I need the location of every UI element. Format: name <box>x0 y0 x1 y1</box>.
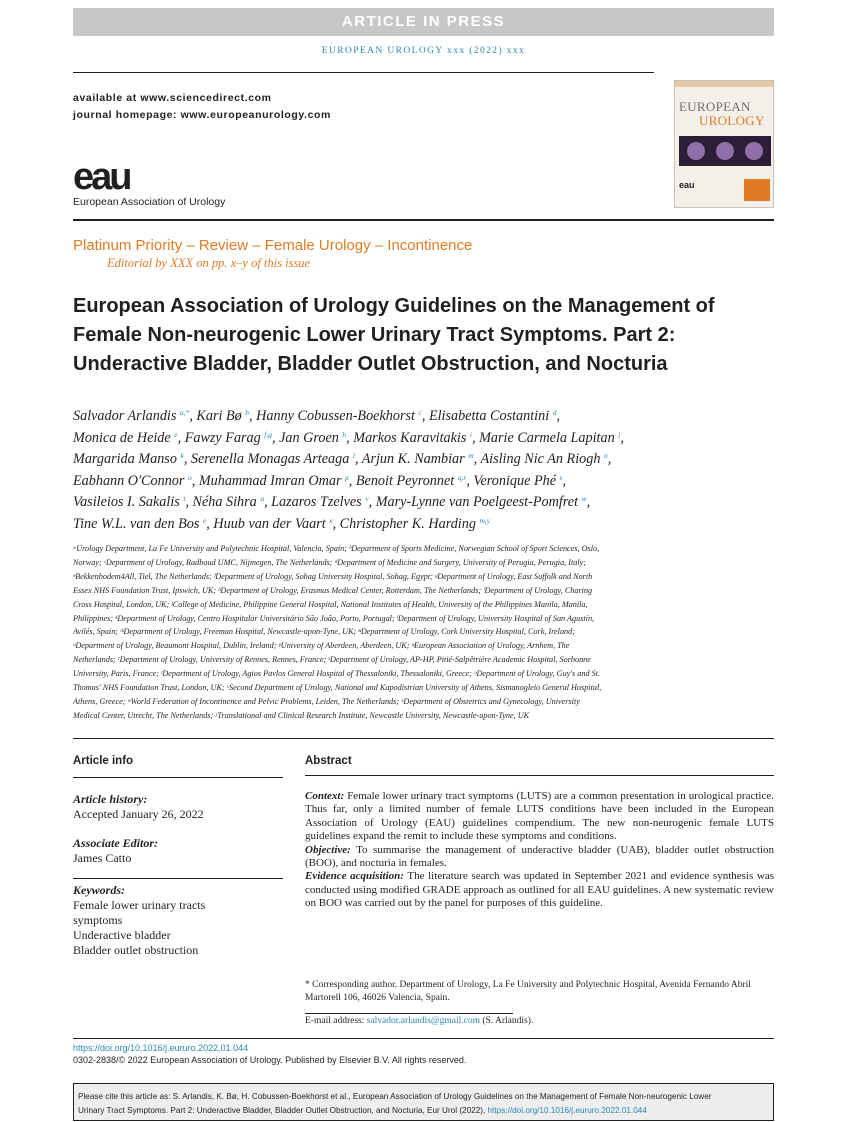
associate-editor-label: Associate Editor: <box>73 836 159 850</box>
affiliation-line: University, Paris, France; ᵗDepartment of Urology, Agios Pavlos General Hospital of Thessaloniki, Thessaloniki, Greece; ᵘDepartment of Urology, Guy's and St. <box>73 669 601 679</box>
author-affiliation-marker[interactable]: f,g <box>264 429 273 439</box>
author-affiliation-marker[interactable]: i <box>469 429 473 439</box>
author-line <box>73 471 778 493</box>
author-name: , <box>586 494 591 511</box>
affiliation-line: ᵒDepartment of Urology, Beaumont Hospital, Dublin, Ireland; ᵖUniversity of Aberdeen, Aberdeen, UK; ᵠEuropean Association of Urology, Arnhem, The <box>73 641 570 651</box>
article-history-value: Accepted January 26, 2022 <box>73 807 204 821</box>
keywords-rule <box>73 878 283 879</box>
author-affiliation-marker[interactable]: x <box>329 515 333 525</box>
author-name: Margarida Manso <box>73 451 181 468</box>
author-name: Salvador Arlandis <box>73 408 180 424</box>
eau-logo-name: European Association of Urology <box>73 196 226 208</box>
author-name: , <box>556 408 560 424</box>
author-name: , Markos Karavitakis <box>346 429 470 446</box>
author-affiliation-marker[interactable]: k <box>180 451 184 461</box>
title-line: Female Non-neurogenic Lower Urinary Tract Symptoms. Part 2: <box>73 324 676 346</box>
cover-image <box>679 136 771 166</box>
affiliation-line: Philippines; ᵏDepartment of Urology, Centro Hospitalar Universitário São João, Porto, Portugal; ˡDepartment of Urology, University Hospital of San Agustín, <box>73 613 595 623</box>
author-name: , Aisling Nic An Riogh <box>473 451 604 468</box>
cover-stripe <box>675 81 773 87</box>
author-name: Vasileios I. Sakalis <box>73 494 184 511</box>
author-line <box>73 492 778 514</box>
citation-box <box>73 1083 774 1121</box>
affiliations <box>73 542 774 723</box>
abstract-evidence <box>305 870 774 910</box>
author-name: Monica de Heide <box>73 429 175 446</box>
author-name: , Lazaros Tzelves <box>264 494 366 511</box>
journal-homepage-line[interactable]: journal homepage: www.europeanurology.com <box>73 109 331 121</box>
cover-impact-badge <box>744 179 770 201</box>
article-title <box>73 292 778 379</box>
author-name: , Arjun K. Nambiar <box>354 451 469 468</box>
abstract-objective-label: Objective: <box>305 843 351 856</box>
keyword-item: Bladder outlet obstruction <box>73 943 199 957</box>
author-name: , <box>620 429 624 446</box>
author-affiliation-marker[interactable]: o <box>187 472 192 482</box>
journal-running-head: EUROPEAN UROLOGY xxx (2022) xxx <box>321 46 526 56</box>
abstract-body <box>305 790 774 911</box>
author-affiliation-marker[interactable]: l <box>352 451 355 461</box>
author-name: , Serenella Monagas Arteaga <box>183 451 353 468</box>
author-affiliation-marker[interactable]: p <box>345 472 349 482</box>
author-name: , Marie Carmela Lapitan <box>472 429 619 446</box>
keywords <box>73 883 283 958</box>
affiliation-line: ᵃUrology Department, La Fe University and Polytechnic Hospital, Valencia, Spain; ᵇDepartment of Sports Medicine, Norwegian School of Sport Sciences, Oslo, <box>73 544 600 553</box>
author-affiliation-marker[interactable]: a,* <box>179 408 190 417</box>
author-affiliation-marker[interactable]: d <box>552 408 557 417</box>
abstract-heading: Abstract <box>305 755 352 767</box>
article-category: Platinum Priority – Review – Female Urology – Incontinence <box>73 237 473 254</box>
author-name: Eabhann O'Connor <box>73 472 188 489</box>
abstract-objective-text: To summarise the management of underactive bladder (UAB), bladder outlet obstruction (BOO), and nocturia in females. <box>305 843 774 870</box>
author-affiliation-marker[interactable]: t <box>183 494 186 504</box>
doi-rule <box>73 1038 774 1039</box>
affiliation-line: Thomas' NHS Foundation Trust, London, UK; ᵛSecond Department of Urology, National and Kapodistrian University of Athens, Sismanogleio General Hospital, <box>73 683 602 693</box>
article-in-press-banner: ARTICLE IN PRESS <box>73 8 774 36</box>
author-line <box>73 514 778 536</box>
author-name: , Muhammad Imran Omar <box>191 472 346 489</box>
corresponding-author-footnote: * Corresponding author. Department of Urology, La Fe University and Polytechnic Hospital, Avenida Fernando Abril Martorell 106, 46026 Valencia, Spain. <box>305 980 751 1003</box>
article-info <box>73 755 283 958</box>
author-affiliation-marker[interactable]: n <box>603 451 608 461</box>
author-line <box>73 428 778 450</box>
email-suffix: (S. Arlandis). <box>479 1016 534 1026</box>
author-name: , Mary-Lynne van Poelgeest-Pomfret <box>368 494 582 511</box>
doi-block <box>73 1042 466 1066</box>
author-affiliation-marker[interactable]: m,y <box>479 515 491 525</box>
associate-editor-value: James Catto <box>73 851 132 865</box>
affiliation-line: ᵉBekkenbodem4All, Tiel, The Netherlands; ᶠDepartment of Urology, Sohag University Hospital, Sohag, Egypt; ᵍDepartment of Urology, East Suffolk and North <box>73 571 593 581</box>
keyword-item: symptoms <box>73 913 123 927</box>
abstract-context <box>305 790 774 844</box>
affiliation-line: Essex NHS Foundation Trust, Ipswich, UK; ʰDepartment of Urology, Erasmus Medical Center, Rotterdam, The Netherlands; ⁱDepartment of Urology, Charing <box>73 585 593 595</box>
author-affiliation-marker[interactable]: e <box>202 515 207 525</box>
keyword-item: Underactive bladder <box>73 928 171 942</box>
author-name: , <box>607 451 612 468</box>
footnote-rule <box>305 1013 513 1014</box>
author-name: , Kari Bø <box>189 408 246 424</box>
article-info-heading: Article info <box>73 755 134 767</box>
citation-line <box>78 1104 769 1118</box>
author-name: , Elisabetta Costantini <box>421 408 553 424</box>
affiliation-line: Norway; ᶜDepartment of Urology, Radboud UMC, Nijmegen, The Netherlands; ᵈDepartment of Medicine and Surgery, University of Perugia, Perugia, Italy; <box>73 557 586 567</box>
email-line <box>305 1016 533 1026</box>
article-history-label: Article history: <box>73 792 148 806</box>
author-affiliation-marker[interactable]: u <box>260 494 265 504</box>
keywords-label: Keywords: <box>73 883 125 897</box>
author-affiliation-marker[interactable]: e <box>174 429 178 439</box>
journal-cover-thumbnail[interactable] <box>674 80 774 208</box>
abstract-rule <box>305 775 774 776</box>
author-line <box>73 449 778 471</box>
sciencedirect-line[interactable]: available at www.sciencedirect.com <box>73 92 272 104</box>
affiliation-line: Cross Hospital, London, UK; ʲCollege of Medicine, Philippine General Hospital, National Institutes of Health, University of the Philippines Manila, Manila, <box>73 599 588 609</box>
article-info-rule <box>73 777 283 778</box>
author-affiliation-marker[interactable]: q,r <box>457 472 467 482</box>
keyword-item: Female lower urinary tracts <box>73 898 206 912</box>
author-name: , Jan Groen <box>272 429 343 446</box>
affiliation-line: Netherlands; ʳDepartment of Urology, University of Rennes, Rennes, France; ˢDepartment of Urology, AP-HP, Pitié-Salpêtrière Academic Hospital, Sorbonne <box>73 655 591 665</box>
author-affiliation-marker[interactable]: w <box>581 494 587 504</box>
abstract-context-label: Context: <box>305 790 345 802</box>
associate-editor <box>73 836 283 866</box>
cover-title-urology: UROLOGY <box>699 113 765 128</box>
masthead-rule <box>73 219 774 221</box>
abstract-context-text: Female lower urinary tract symptoms (LUTS) are a common presentation in urological practice. Thus far, only a limited number of female LUTS conditions have been included in the European Association of Urology (EAU) guidelines compendium. The new non-neurogenic female LUTS guidelines expand the remit to include these symptoms and conditions. <box>305 790 774 843</box>
author-affiliation-marker[interactable]: h <box>342 429 347 439</box>
eau-logo <box>73 158 273 210</box>
author-name: , Néha Sihra <box>185 494 261 511</box>
author-affiliation-marker[interactable]: j <box>618 429 621 439</box>
abstract-objective <box>305 844 774 871</box>
doi-link[interactable]: https://doi.org/10.1016/j.eururo.2022.01.044 <box>73 1043 249 1053</box>
affiliation-line: Avilés, Spain; ᵐDepartment of Urology, Freeman Hospital, Newcastle-upon-Tyne, UK; ⁿDepartment of Urology, Cork University Hospital, Cork, Ireland; <box>73 627 575 637</box>
affiliation-line: Medical Center, Utrecht, The Netherlands; ʸTranslational and Clinical Research Institute, Newcastle University, Newcastle-upon-Tyne, UK <box>73 710 530 720</box>
abstract <box>305 755 774 911</box>
author-name: Tine W.L. van den Bos <box>73 515 203 532</box>
affiliations-rule <box>73 738 774 739</box>
author-name: , Huub van der Vaart <box>206 515 330 532</box>
abstract-evidence-text: The literature search was updated in September 2021 and evidence synthesis was conducted using modified GRADE approach as outlined for all EAU guidelines. A new systematic review on BOO was carried out by the panel for purposes of this guideline. <box>305 870 774 910</box>
copyright-line: 0302-2838/© 2022 European Association of Urology. Published by Elsevier B.V. All rights reserved. <box>73 1055 467 1065</box>
author-name: , Fawzy Farag <box>177 429 265 446</box>
author-name: , Christopher K. Harding <box>332 515 480 532</box>
eau-logo-mark: eau <box>73 156 130 198</box>
citation-line: Please cite this article as: S. Arlandis, K. Bø, H. Cobussen-Boekhorst et al., European Association of Urology Guidelines on the Management of Female Non-neurogenic Lower <box>78 1092 712 1101</box>
author-affiliation-marker[interactable]: b <box>245 408 250 417</box>
title-line: Underactive Bladder, Bladder Outlet Obstruction, and Nocturia <box>73 353 668 375</box>
editorial-note: Editorial by XXX on pp. x–y of this issue <box>107 256 311 270</box>
cover-eau-mark: eau <box>679 180 695 190</box>
cover-title-european: EUROPEAN <box>679 99 751 114</box>
author-affiliation-marker[interactable]: s <box>559 472 563 482</box>
article-history <box>73 792 283 822</box>
author-affiliation-marker[interactable]: v <box>365 494 369 504</box>
author-line <box>73 406 778 428</box>
author-list <box>73 406 778 536</box>
author-name: , Hanny Cobussen-Boekhorst <box>249 408 419 424</box>
citation-doi-link[interactable]: https://doi.org/10.1016/j.eururo.2022.01.044 <box>487 1106 647 1115</box>
title-line: European Association of Urology Guidelines on the Management of <box>73 295 715 317</box>
availability-block <box>73 90 331 124</box>
email-label: E-mail address: <box>305 1016 367 1026</box>
author-affiliation-marker[interactable]: m <box>468 451 474 461</box>
author-name: , <box>562 472 567 489</box>
header-rule <box>73 72 654 73</box>
abstract-evidence-label: Evidence acquisition: <box>305 870 404 883</box>
citation-text: Urinary Tract Symptoms. Part 2: Underactive Bladder, Bladder Outlet Obstruction, and Nocturia, Eur Urol (2022), <box>78 1106 488 1115</box>
author-name: , Veronique Phé <box>466 472 560 489</box>
affiliation-line: Athens, Greece; ʷWorld Federation of Incontinence and Pelvic Problems, Leiden, The Netherlands; ˣDepartment of Obstetrics and Gynecology, University <box>73 696 580 706</box>
author-affiliation-marker[interactable]: c <box>418 408 422 417</box>
author-name: , Benoit Peyronnet <box>348 472 458 489</box>
email-link[interactable]: salvador.arlandis@gmail.com <box>366 1016 480 1026</box>
